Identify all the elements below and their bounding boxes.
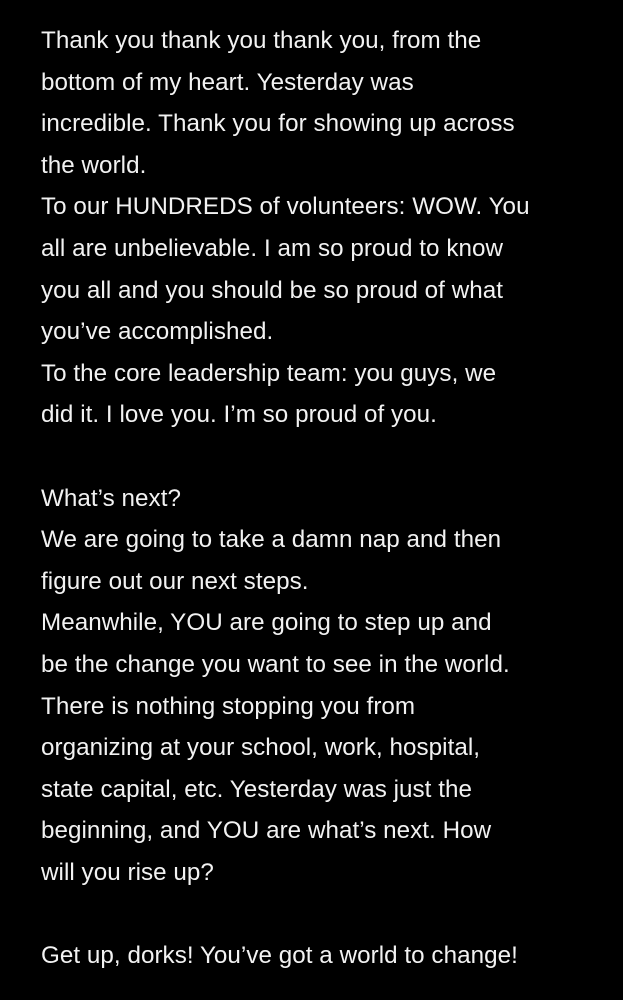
note-line: To the core leadership team: you guys, we — [41, 359, 497, 387]
note-line: you all and you should be so proud of what — [41, 276, 503, 304]
note-line: be the change you want to see in the world. — [41, 650, 510, 678]
note-line: What’s next? — [41, 484, 181, 512]
note-line: Get up, dorks! You’ve got a world to change! — [41, 942, 518, 970]
note-line: To our HUNDREDS of volunteers: WOW. You — [41, 193, 530, 221]
note-line: bottom of my heart. Yesterday was — [41, 68, 414, 96]
note-line: you’ve accomplished. — [41, 318, 274, 346]
note-line: figure out our next steps. — [41, 567, 309, 595]
note-line: organizing at your school, work, hospital, — [41, 734, 481, 762]
note-line: Thank you thank you thank you, from the — [41, 27, 482, 54]
note-line: state capital, etc. Yesterday was just the — [41, 775, 473, 803]
note-line: There is nothing stopping you from — [41, 692, 416, 720]
note-line: did it. I love you. I’m so proud of you. — [41, 401, 437, 429]
note-line: all are unbelievable. I am so proud to know — [41, 234, 503, 262]
note-line: will you rise up? — [41, 858, 214, 886]
note-line: beginning, and YOU are what’s next. How — [41, 817, 492, 845]
blank-line — [41, 436, 601, 478]
blank-line — [41, 893, 601, 935]
note-body — [41, 20, 601, 977]
note-line: incredible. Thank you for showing up across — [41, 110, 515, 138]
note-line: We are going to take a damn nap and then — [41, 526, 502, 554]
note-line: the world. — [41, 151, 147, 179]
note-line: Meanwhile, YOU are going to step up and — [41, 609, 492, 637]
